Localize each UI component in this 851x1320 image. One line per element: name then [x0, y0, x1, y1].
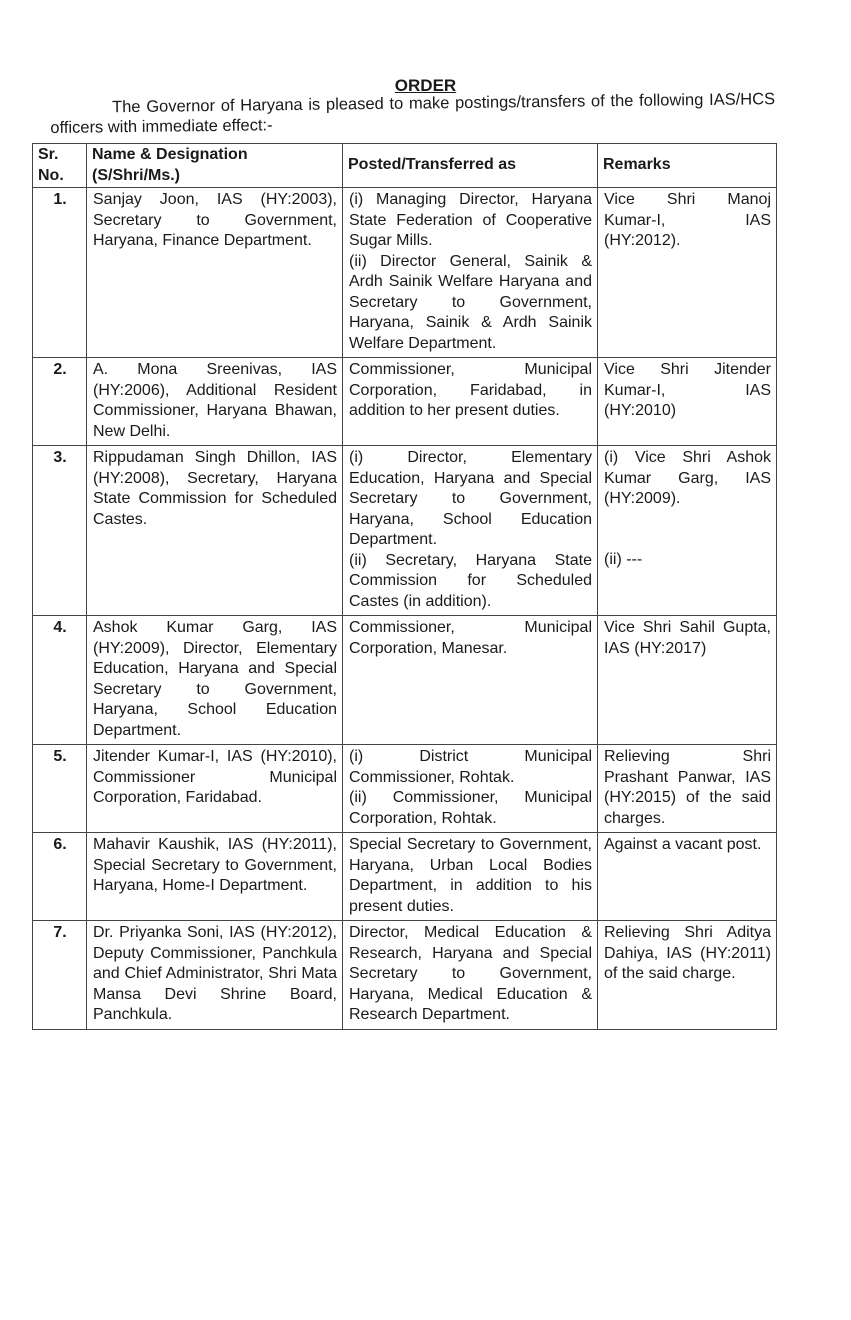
row-sr-no: 2. — [33, 358, 87, 446]
posted-line: Director, Medical Education & Research, Haryana and Special Secretary to Government, Haryana, Medical Education & Research Department. — [349, 924, 592, 1023]
postings-table — [32, 143, 777, 1030]
row-remarks — [598, 833, 777, 921]
table-row — [33, 745, 777, 833]
table-row — [33, 921, 777, 1030]
row-remarks — [598, 921, 777, 1030]
row-sr-no: 3. — [33, 446, 87, 616]
row-posted-as — [343, 921, 598, 1030]
row-posted-as — [343, 446, 598, 616]
row-name-designation: Mahavir Kaushik, IAS (HY:2011), Special Secretary to Government, Haryana, Home-I Department. — [87, 833, 343, 921]
remark-line: (i) Vice Shri Ashok Kumar Garg, IAS (HY:2009). — [604, 449, 771, 507]
row-sr-no: 7. — [33, 921, 87, 1030]
remark-line: Vice Shri Jitender Kumar-I, IAS (HY:2010) — [604, 361, 771, 419]
row-sr-no: 4. — [33, 616, 87, 745]
table-row — [33, 358, 777, 446]
posted-line: Commissioner, Municipal Corporation, Faridabad, in addition to her present duties. — [349, 361, 592, 419]
posted-line: (i) Managing Director, Haryana State Federation of Cooperative Sugar Mills. — [349, 191, 592, 249]
row-name-designation: Ashok Kumar Garg, IAS (HY:2009), Director, Elementary Education, Haryana and Special Secretary to Government, Haryana, School Education Department. — [87, 616, 343, 745]
row-sr-no: 5. — [33, 745, 87, 833]
remark-line: Against a vacant post. — [604, 836, 762, 853]
row-name-designation: A. Mona Sreenivas, IAS (HY:2006), Additional Resident Commissioner, Haryana Bhawan, New Delhi. — [87, 358, 343, 446]
row-posted-as — [343, 833, 598, 921]
header-posted: Posted/Transferred as — [343, 144, 598, 188]
row-remarks — [598, 616, 777, 745]
row-remarks — [598, 188, 777, 358]
remark-line: Vice Shri Sahil Gupta, IAS (HY:2017) — [604, 619, 771, 657]
row-posted-as — [343, 358, 598, 446]
order-intro: The Governor of Haryana is pleased to make postings/transfers of the following IAS/HCS officers with immediate effect:- — [50, 90, 776, 137]
row-posted-as — [343, 745, 598, 833]
table-row — [33, 833, 777, 921]
posted-line: (ii) Director General, Sainik & Ardh Sainik Welfare Haryana and Secretary to Government, Haryana, Sainik & Ardh Sainik Welfare Department. — [349, 252, 592, 352]
remark-line: (ii) --- — [604, 550, 643, 568]
row-sr-no: 1. — [33, 188, 87, 358]
remark-line: Relieving Shri Prashant Panwar, IAS (HY:2015) of the said charges. — [604, 748, 771, 827]
table-body — [33, 188, 777, 1030]
remark-line: Vice Shri Manoj Kumar-I, IAS (HY:2012). — [604, 191, 771, 249]
row-name-designation: Rippudaman Singh Dhillon, IAS (HY:2008), Secretary, Haryana State Commission for Scheduled Castes. — [87, 446, 343, 616]
table-row — [33, 446, 777, 616]
remark-line: Relieving Shri Aditya Dahiya, IAS (HY:2011) of the said charge. — [604, 924, 771, 982]
posted-line: Special Secretary to Government, Haryana, Urban Local Bodies Department, in addition to his present duties. — [349, 836, 592, 915]
row-sr-no: 6. — [33, 833, 87, 921]
row-posted-as — [343, 188, 598, 358]
header-remarks: Remarks — [598, 144, 777, 188]
posted-line: (ii) Commissioner, Municipal Corporation, Rohtak. — [349, 789, 592, 827]
table-row — [33, 616, 777, 745]
posted-line: (ii) Secretary, Haryana State Commission for Scheduled Castes (in addition). — [349, 551, 592, 610]
row-posted-as — [343, 616, 598, 745]
row-remarks — [598, 446, 777, 616]
posted-line: (i) District Municipal Commissioner, Rohtak. — [349, 748, 592, 786]
table-header-row — [33, 144, 777, 188]
posted-line: Commissioner, Municipal Corporation, Manesar. — [349, 619, 592, 657]
row-name-designation: Sanjay Joon, IAS (HY:2003), Secretary to Government, Haryana, Finance Department. — [87, 188, 343, 358]
header-name: Name & Designation (S/Shri/Ms.) — [87, 144, 343, 188]
posted-line: (i) Director, Elementary Education, Haryana and Special Secretary to Government, Haryana, School Education Department. — [349, 449, 592, 548]
row-name-designation: Jitender Kumar-I, IAS (HY:2010), Commissioner Municipal Corporation, Faridabad. — [87, 745, 343, 833]
row-remarks — [598, 745, 777, 833]
order-title: ORDER — [394, 76, 457, 95]
row-name-designation: Dr. Priyanka Soni, IAS (HY:2012), Deputy Commissioner, Panchkula and Chief Administrator, Shri Mata Mansa Devi Shrine Board, Panchkula. — [87, 921, 343, 1030]
table-row — [33, 188, 777, 358]
row-remarks — [598, 358, 777, 446]
header-sr: Sr. No. — [33, 144, 87, 188]
